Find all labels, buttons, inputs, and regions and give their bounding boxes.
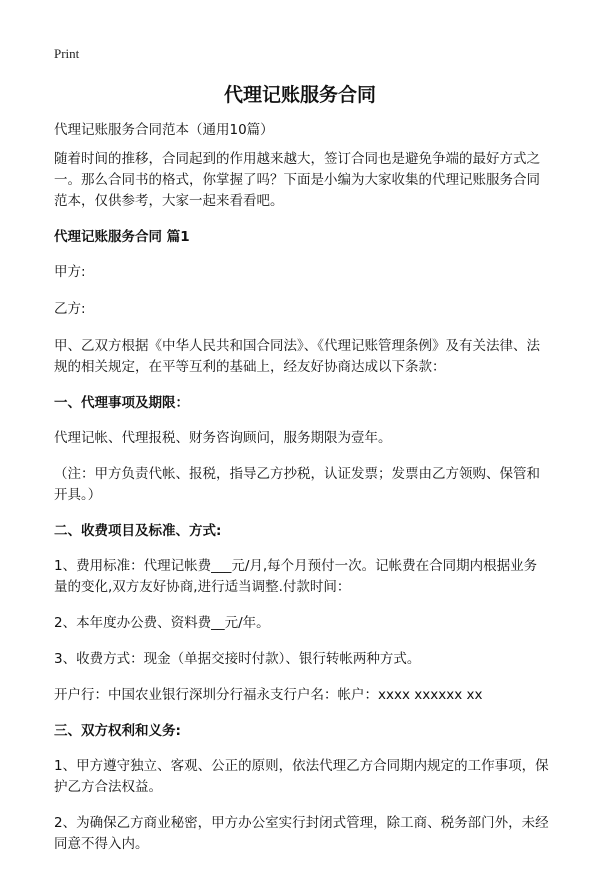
fee-item-2: 2、本年度办公费、资料费__元/年。 — [54, 615, 270, 631]
rights-item-1: 1、甲方遵守独立、客观、公正的原则，依法代理乙方合同期内规定的工作事项，保护乙方合法权益。 — [54, 758, 549, 795]
clause-heading-rights: 三、双方权利和义务: — [54, 723, 181, 739]
section-heading: 代理记账服务合同 篇1 — [54, 229, 190, 245]
bank-info: 开户行：中国农业银行深圳分行福永支行户名：帐户：xxxx xxxxxx xx — [54, 687, 483, 703]
preamble-paragraph: 甲、乙双方根据《中华人民共和国合同法》、《代理记账管理条例》及有关法律、法规的相关规定，在平等互利的基础上，经友好协商达成以下条款： — [54, 338, 540, 375]
clause-heading-fees: 二、收费项目及标准、方式: — [54, 523, 222, 539]
party-b-line: 乙方: — [54, 301, 86, 317]
clause-heading-scope: 一、代理事项及期限： — [54, 395, 189, 411]
document-title: 代理记账服务合同 — [223, 84, 376, 106]
document-subtitle: 代理记账服务合同范本（通用10篇） — [54, 122, 274, 138]
rights-item-2: 2、为确保乙方商业秘密，甲方办公室实行封闭式管理，除工商、税务部门外，未经同意不得入内。 — [54, 815, 549, 852]
document-body — [54, 120, 550, 870]
intro-paragraph: 随着时间的推移，合同起到的作用越来越大，签订合同也是避免争端的最好方式之一。那么合同书的格式，你掌握了吗？下面是小编为大家收集的代理记账服务合同范本，仅供参考，大家一起来看看吧。 — [54, 151, 540, 209]
print-label: Print — [54, 46, 80, 61]
fee-item-3: 3、收费方式：现金（单据交接时付款）、银行转帐两种方式。 — [54, 651, 421, 667]
scope-note: （注：甲方负责代帐、报税，指导乙方抄税，认证发票；发票由乙方领购、保管和开具。） — [54, 466, 540, 503]
fee-item-1: 1、费用标准：代理记帐费___元/月,每个月预付一次。记帐费在合同期内根据业务量的变化,双方友好协商,进行适当调整.付款时间： — [54, 558, 538, 595]
party-a-line: 甲方: — [54, 264, 86, 280]
scope-text: 代理记帐、代理报税、财务咨询顾问，服务期限为壹年。 — [54, 430, 392, 446]
